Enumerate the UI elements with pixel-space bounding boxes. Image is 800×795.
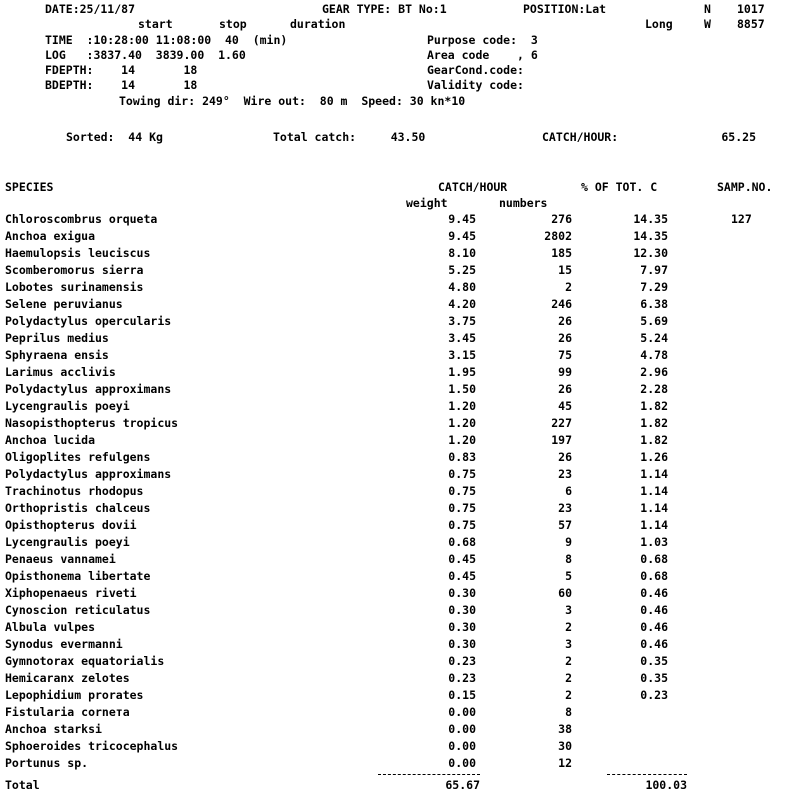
numbers-value: 227: [551, 416, 572, 430]
numbers-value: 2802: [544, 229, 572, 243]
col-start-label: start: [138, 17, 173, 31]
pct-value: 4.78: [640, 348, 668, 362]
species-name: Peprilus medius: [5, 331, 109, 345]
pct-value: 6.38: [640, 297, 668, 311]
numbers-value: 8: [565, 705, 572, 719]
pct-value: 0.68: [640, 569, 668, 583]
towing-row: Towing dir: 249° Wire out: 80 m Speed: 30 kn*10: [119, 94, 466, 108]
species-name: Polydactylus approximans: [5, 467, 172, 481]
numbers-value: 26: [558, 314, 572, 328]
species-name: Opisthonema libertate: [5, 569, 151, 583]
numbers-value: 26: [558, 331, 572, 345]
species-name: Albula vulpes: [5, 620, 96, 634]
species-name: Opisthopterus dovii: [5, 518, 137, 532]
species-name: Polydactylus approximans: [5, 382, 172, 396]
weight-value: 0.30: [448, 586, 476, 600]
species-name: Haemulopsis leuciscus: [5, 246, 151, 260]
numbers-value: 197: [551, 433, 572, 447]
validity-code: Validity code:: [427, 78, 524, 92]
species-header: SPECIES: [5, 180, 54, 194]
numbers-value: 2: [565, 280, 572, 294]
weight-value: 4.20: [448, 297, 476, 311]
numbers-value: 276: [551, 212, 572, 226]
numbers-value: 2: [565, 654, 572, 668]
species-name: Anchoa lucida: [5, 433, 96, 447]
weight-value: 8.10: [448, 246, 476, 260]
weight-value: 0.00: [448, 739, 476, 753]
numbers-value: 23: [558, 467, 572, 481]
species-name: Polydactylus opercularis: [5, 314, 172, 328]
numbers-value: 6: [565, 484, 572, 498]
species-name: Anchoa exigua: [5, 229, 96, 243]
numbers-value: 185: [551, 246, 572, 260]
pct-value: 2.28: [640, 382, 668, 396]
pct-value: 1.14: [640, 501, 668, 515]
weight-value: 0.00: [448, 756, 476, 770]
weight-value: 1.50: [448, 382, 476, 396]
pct-value: 0.46: [640, 586, 668, 600]
pct-value: 7.97: [640, 263, 668, 277]
catch-hour-label: CATCH/HOUR:: [542, 130, 619, 144]
pct-value: 0.23: [640, 688, 668, 702]
long-value: 8857: [737, 17, 765, 31]
weight-value: 3.75: [448, 314, 476, 328]
species-name: Trachinotus rhodopus: [5, 484, 144, 498]
pct-value: 1.82: [640, 433, 668, 447]
weight-value: 0.83: [448, 450, 476, 464]
numbers-value: 2: [565, 671, 572, 685]
pct-value: 14.35: [633, 212, 668, 226]
weight-value: 1.20: [448, 433, 476, 447]
pct-value: 1.26: [640, 450, 668, 464]
species-name: Gymnotorax equatorialis: [5, 654, 165, 668]
species-name: Fistularia cornета: [5, 705, 130, 719]
purpose-code: Purpose code: 3: [427, 33, 538, 47]
gear-cond-code: GearCond.code:: [427, 63, 524, 77]
weight-value: 4.80: [448, 280, 476, 294]
pct-value: 5.69: [640, 314, 668, 328]
numbers-value: 99: [558, 365, 572, 379]
weight-value: 0.75: [448, 518, 476, 532]
numbers-value: 26: [558, 450, 572, 464]
weight-value: 0.23: [448, 654, 476, 668]
numbers-header: numbers: [499, 196, 548, 210]
numbers-value: 3: [565, 603, 572, 617]
long-label: Long: [645, 17, 673, 31]
lat-hemisphere: N: [704, 2, 711, 16]
catch-hour-value: 65.25: [721, 130, 756, 144]
weight-value: 0.00: [448, 705, 476, 719]
long-hemisphere: W: [704, 17, 711, 31]
species-name: Larimus acclivis: [5, 365, 116, 379]
species-name: Lepophidium prorates: [5, 688, 144, 702]
pct-value: 0.68: [640, 552, 668, 566]
numbers-value: 9: [565, 535, 572, 549]
weight-value: 0.68: [448, 535, 476, 549]
pct-value: 1.82: [640, 399, 668, 413]
weight-value: 9.45: [448, 229, 476, 243]
weight-value: 0.30: [448, 620, 476, 634]
numbers-value: 12: [558, 756, 572, 770]
area-code: Area code , 6: [427, 48, 538, 62]
numbers-value: 23: [558, 501, 572, 515]
pct-value: 0.35: [640, 654, 668, 668]
total-pct: 100.03: [645, 778, 687, 792]
fdepth-row: FDEPTH: 14 18: [45, 63, 198, 77]
numbers-value: 8: [565, 552, 572, 566]
pct-value: 12.30: [633, 246, 668, 260]
catch-hour-header: CATCH/HOUR: [438, 180, 508, 194]
log-row: LOG :3837.40 3839.00 1.60: [45, 48, 246, 62]
samp-value: 127: [731, 212, 752, 226]
pct-value: 1.14: [640, 518, 668, 532]
numbers-value: 246: [551, 297, 572, 311]
weight-value: 0.23: [448, 671, 476, 685]
weight-value: 0.75: [448, 484, 476, 498]
total-weight: 65.67: [445, 778, 480, 792]
weight-value: 1.20: [448, 416, 476, 430]
pct-value: 7.29: [640, 280, 668, 294]
col-stop-label: stop: [219, 17, 247, 31]
weight-value: 0.45: [448, 569, 476, 583]
weight-value: 0.00: [448, 722, 476, 736]
weight-value: 0.75: [448, 501, 476, 515]
total-pct-rule: [607, 774, 687, 775]
pct-value: 5.24: [640, 331, 668, 345]
species-name: Oligoplites refulgens: [5, 450, 151, 464]
pct-value: 0.46: [640, 637, 668, 651]
species-name: Selene peruvianus: [5, 297, 123, 311]
species-name: Lobotes surinamensis: [5, 280, 144, 294]
weight-value: 5.25: [448, 263, 476, 277]
position-label: POSITION:Lat: [523, 2, 607, 16]
species-name: Orthopristis chalceus: [5, 501, 151, 515]
species-name: Sphoeroides tricocephalus: [5, 739, 179, 753]
species-name: Sphyraena ensis: [5, 348, 109, 362]
numbers-value: 38: [558, 722, 572, 736]
pct-value: 0.35: [640, 671, 668, 685]
col-duration-label: duration: [290, 17, 346, 31]
gear-type-field: GEAR TYPE: BT No:1: [322, 2, 447, 16]
weight-value: 0.75: [448, 467, 476, 481]
total-label: Total: [5, 778, 40, 792]
species-name: Nasopisthopterus tropicus: [5, 416, 179, 430]
species-name: Hemicaranx zelotes: [5, 671, 130, 685]
numbers-value: 5: [565, 569, 572, 583]
numbers-value: 26: [558, 382, 572, 396]
weight-value: 0.45: [448, 552, 476, 566]
numbers-value: 30: [558, 739, 572, 753]
pct-value: 1.14: [640, 467, 668, 481]
samp-header: SAMP.NO.: [717, 180, 773, 194]
pct-header: % OF TOT. C: [581, 180, 658, 194]
species-name: Portunus sp.: [5, 756, 89, 770]
weight-value: 0.15: [448, 688, 476, 702]
pct-value: 1.14: [640, 484, 668, 498]
numbers-value: 75: [558, 348, 572, 362]
species-name: Xiphopenaeus riveti: [5, 586, 137, 600]
pct-value: 1.82: [640, 416, 668, 430]
weight-value: 3.15: [448, 348, 476, 362]
numbers-value: 60: [558, 586, 572, 600]
weight-value: 1.20: [448, 399, 476, 413]
pct-value: 0.46: [640, 620, 668, 634]
weight-value: 0.30: [448, 603, 476, 617]
total-catch: Total catch: 43.50: [273, 130, 426, 144]
weight-value: 1.95: [448, 365, 476, 379]
weight-value: 9.45: [448, 212, 476, 226]
numbers-value: 2: [565, 688, 572, 702]
species-name: Lycengraulis poeyi: [5, 535, 130, 549]
numbers-value: 57: [558, 518, 572, 532]
species-name: Lycengraulis poeyi: [5, 399, 130, 413]
pct-value: 0.46: [640, 603, 668, 617]
species-name: Synodus evermanni: [5, 637, 123, 651]
pct-value: 14.35: [633, 229, 668, 243]
numbers-value: 45: [558, 399, 572, 413]
total-weight-rule: [378, 774, 480, 775]
species-name: Anchoa starksi: [5, 722, 102, 736]
numbers-value: 15: [558, 263, 572, 277]
weight-header: weight: [406, 196, 448, 210]
species-name: Scomberomorus sierra: [5, 263, 144, 277]
species-name: Chloroscombrus orqueta: [5, 212, 158, 226]
weight-value: 3.45: [448, 331, 476, 345]
weight-value: 0.30: [448, 637, 476, 651]
lat-value: 1017: [737, 2, 765, 16]
bdepth-row: BDEPTH: 14 18: [45, 78, 198, 92]
numbers-value: 2: [565, 620, 572, 634]
pct-value: 2.96: [640, 365, 668, 379]
date-field: DATE:25/11/87: [45, 2, 136, 16]
numbers-value: 3: [565, 637, 572, 651]
species-name: Cynoscion reticulatus: [5, 603, 151, 617]
sorted-weight: Sorted: 44 Kg: [66, 130, 163, 144]
species-name: Penaeus vannamei: [5, 552, 116, 566]
pct-value: 1.03: [640, 535, 668, 549]
time-row: TIME :10:28:00 11:08:00 40 (min): [45, 33, 288, 47]
